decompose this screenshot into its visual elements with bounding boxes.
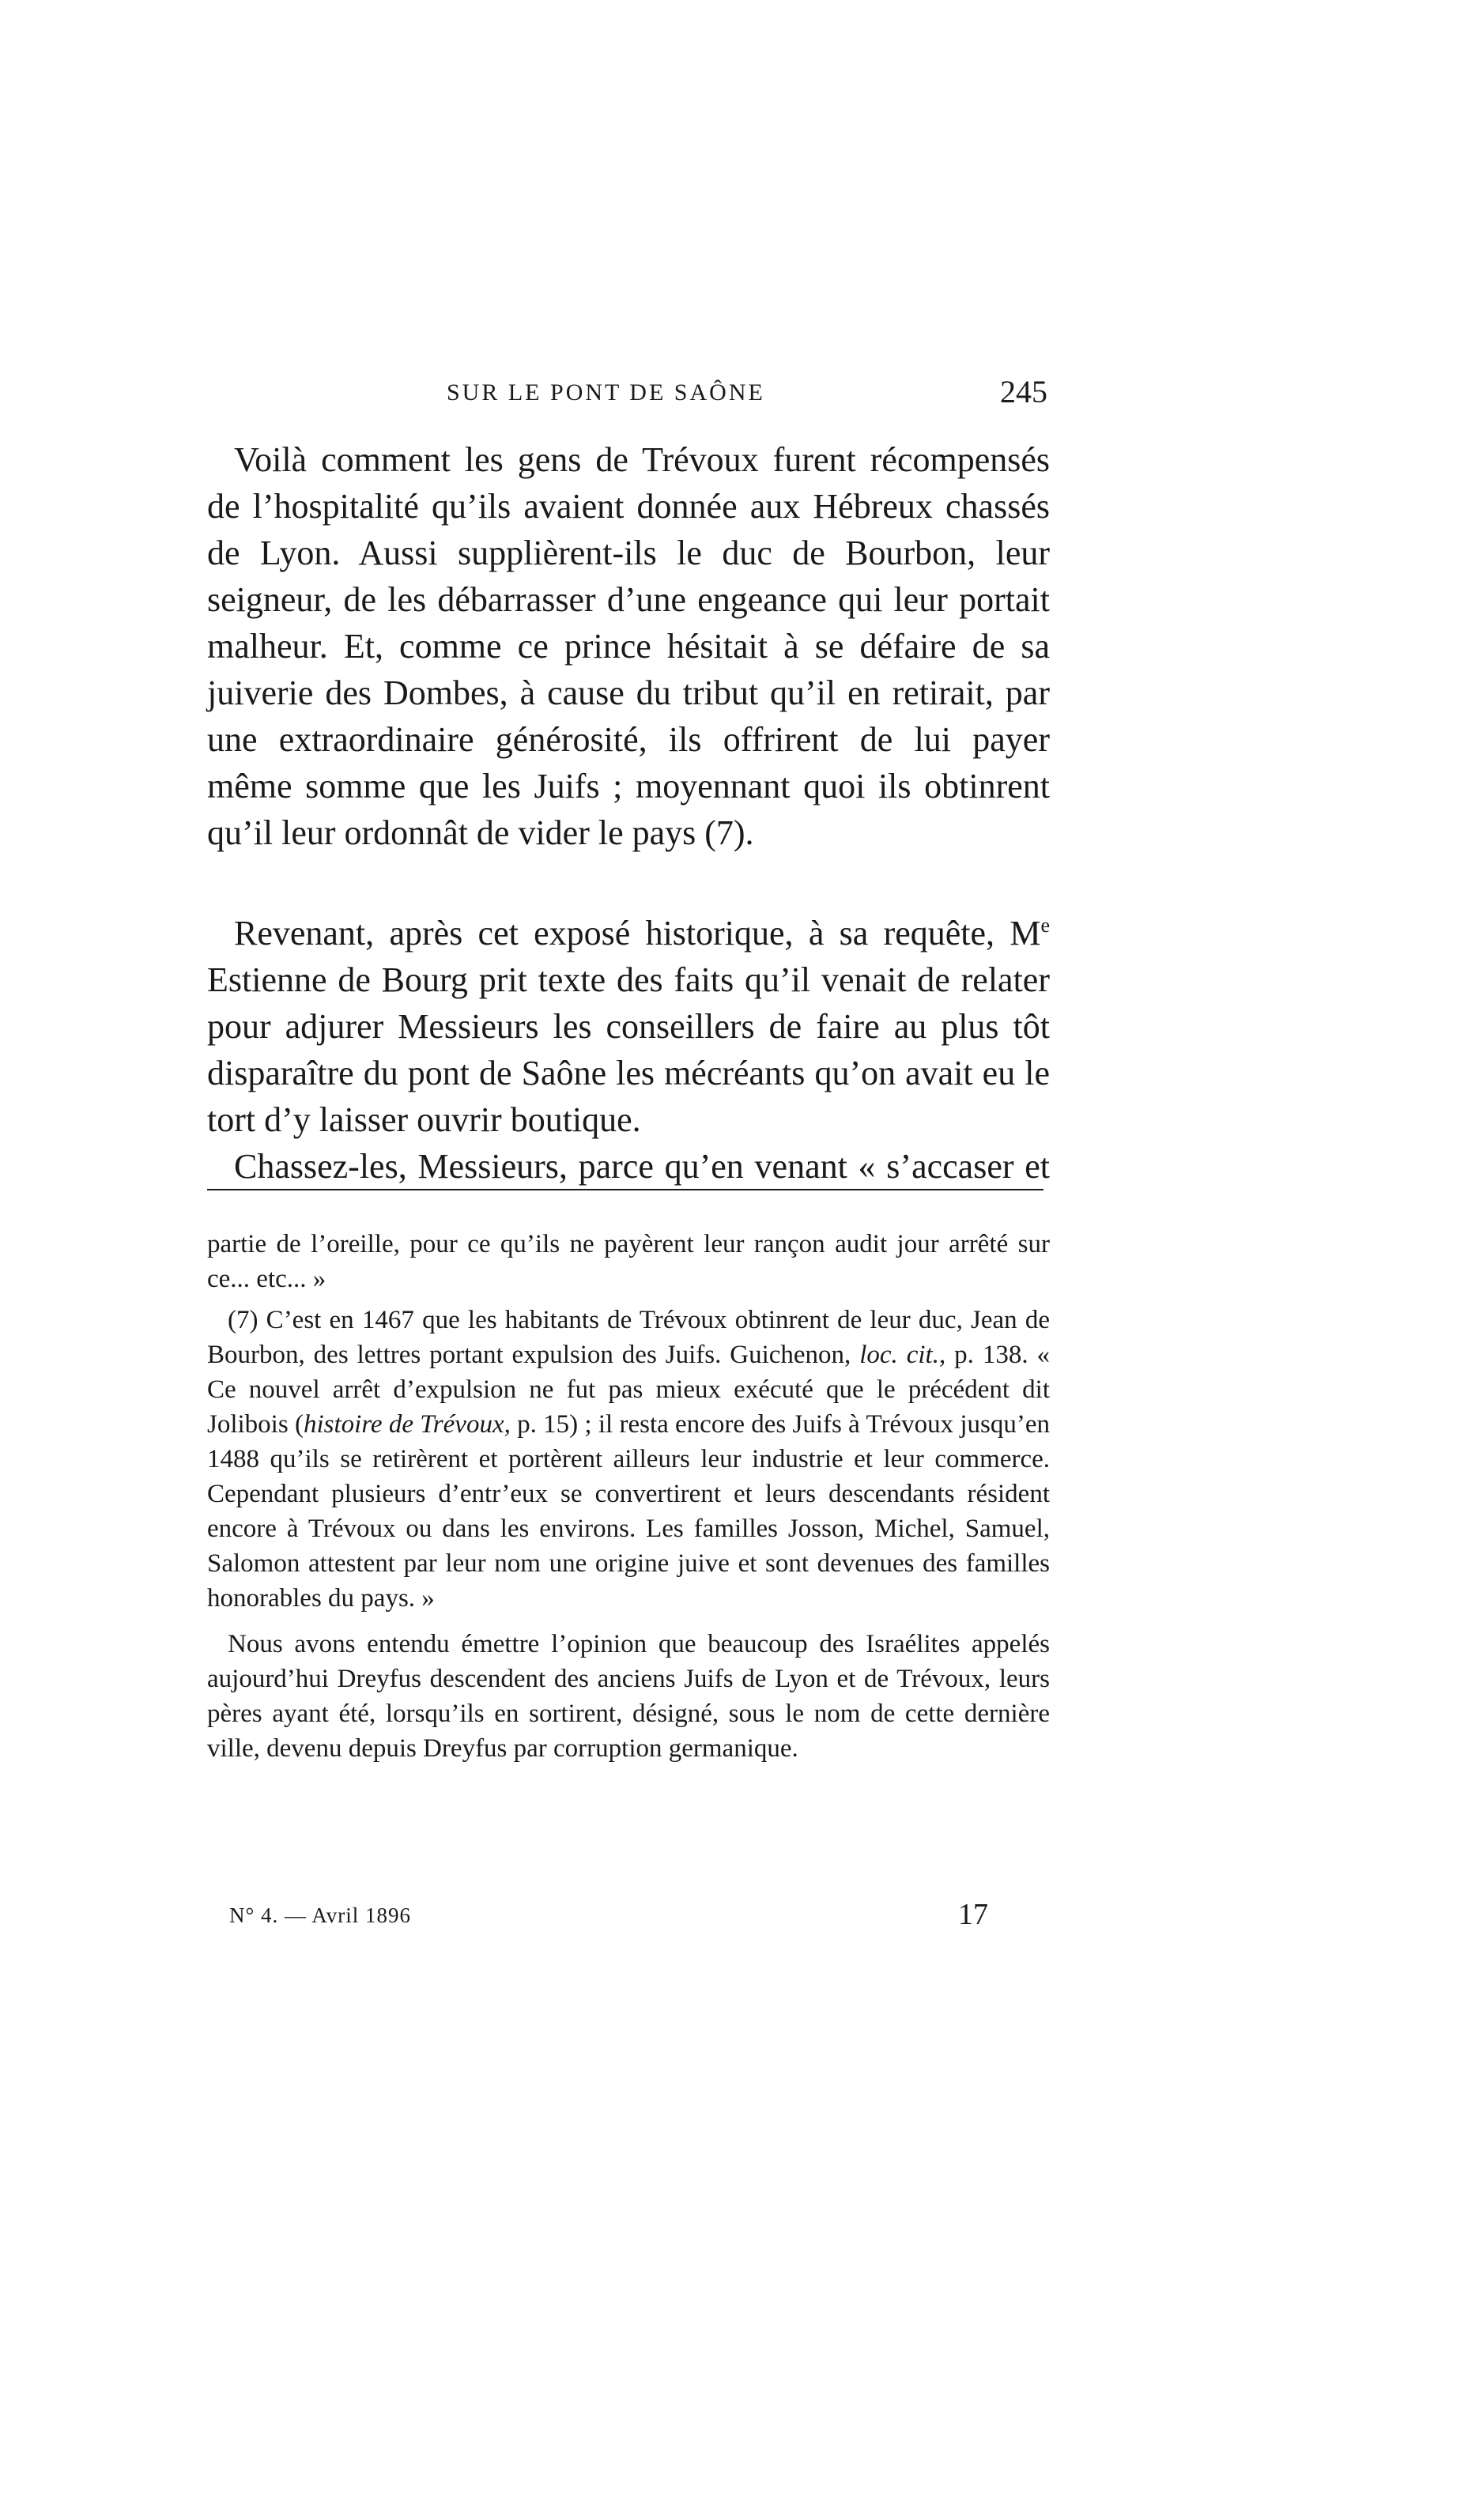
page-number: 245 <box>1000 374 1047 409</box>
page-footer <box>229 1897 988 1937</box>
footnote-7-italic-loc-cit: loc. cit., <box>859 1341 946 1369</box>
paragraph-1: Voilà comment les gens de Trévoux furent récompensés de l’hospitalité qu’ils avaient donnée aux Hébreux chassés de Lyon. Aussi supplièrent-ils le duc de Bourbon, leur seigneur, de les débarrasser d’une engeance qui leur portait malheur. Et, comme ce prince hésitait à se défaire de sa juiverie des Dombes, à cause du tribut qu’il en retirait, par une extraordinaire générosité, ils offrirent de lui payer même somme que les Juifs ; moyennant quoi ils obtinrent qu’il leur ordonnât de vider le pays (7). <box>207 440 1050 852</box>
paragraph-2-rest: Estienne de Bourg prit texte des faits qu’il venait de relater pour adjurer Messieurs les conseillers de faire au plus tôt disparaître du pont de Saône les mécréants qu’on avait eu le tort d’y laisser ouvrir boutique. <box>207 960 1050 1139</box>
footnote-continuation: partie de l’oreille, pour ce qu’ils ne payèrent leur rançon audit jour arrêté sur ce... etc... » <box>207 1230 1050 1293</box>
footnote-dreyfus: Nous avons entendu émettre l’opinion que beaucoup des Israélites appelés aujourd’hui Dreyfus descendent des anciens Juifs de Lyon et de Trévoux, leurs pères ayant été, lorsqu’ils en sortirent, désigné, sous le nom de cette dernière ville, devenu depuis Dreyfus par corruption germanique. <box>207 1630 1050 1763</box>
superscript-e: e <box>1040 914 1050 937</box>
footnote-separator <box>207 1189 1043 1190</box>
paragraph-3: Chassez-les, Messieurs, parce qu’en venant « s’accaser et <box>234 1147 1050 1186</box>
page-header <box>209 373 1047 421</box>
footnote-7-part-b: p. 138. « Ce nouvel arrêt d’expulsion ne fut pas mieux exécuté que le précédent dit Jolibois ( <box>207 1341 1051 1439</box>
footnotes <box>207 1227 1050 1766</box>
issue-signature: N° 4. — Avril 1896 <box>229 1903 412 1927</box>
paragraph-2-start: Revenant, après cet exposé historique, à sa requête, M <box>234 914 1041 953</box>
footnote-7-italic-histoire: histoire de Trévoux, <box>303 1410 511 1439</box>
footnote-7-part-c: p. 15) ; il resta encore des Juifs à Trévoux jusqu’en 1488 qu’ils se retirèrent et portèrent ailleurs leur industrie et leur commerce. Cependant plusieurs d’entr’eux se convertirent et leurs descendants résident encore à Trévoux ou dans les environs. Les familles Josson, Michel, Samuel, Salomon attestent par leur nom une origine juive et sont devenues des familles honorables du pays. » <box>207 1410 1050 1613</box>
signature-folio: 17 <box>958 1898 988 1931</box>
running-title: SUR LE PONT DE SAÔNE <box>447 379 765 406</box>
main-text <box>207 436 1050 1190</box>
footnote-7 <box>207 1303 1050 1616</box>
paragraph-2 <box>207 902 1050 1143</box>
footnote-7-part-a: (7) C’est en 1467 que les habitants de Trévoux obtinrent de leur duc, Jean de Bourbon, des lettres portant expulsion des Juifs. Guichenon, <box>207 1306 1050 1369</box>
